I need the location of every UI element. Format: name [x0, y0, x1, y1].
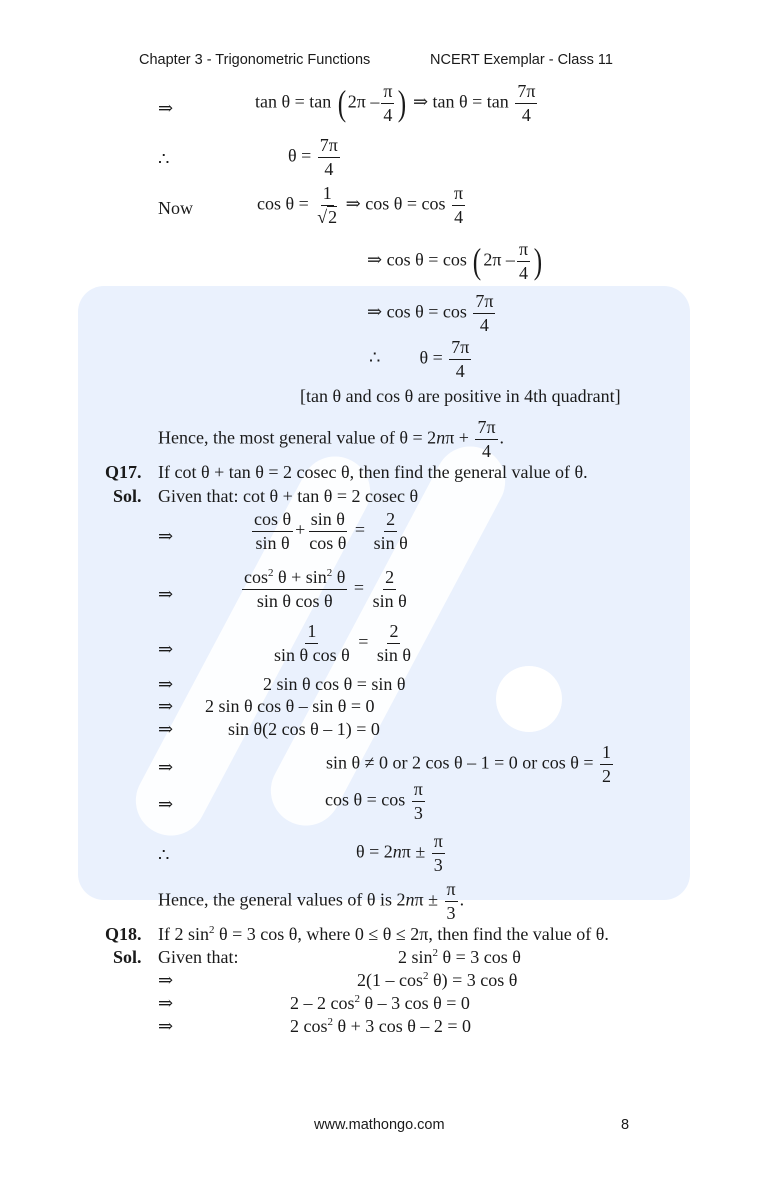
denominator: 4	[479, 314, 489, 335]
denominator: 2	[602, 765, 612, 786]
eq-text: θ =	[419, 347, 443, 368]
fraction	[412, 780, 425, 823]
fraction	[600, 743, 613, 786]
denominator: 4	[518, 262, 528, 283]
fraction	[381, 82, 394, 125]
var-n: n	[405, 889, 415, 910]
numerator: π	[412, 780, 425, 802]
implies-symbol: ⇒	[158, 584, 174, 604]
fraction	[452, 184, 465, 227]
numerator: sin θ	[309, 510, 347, 532]
numerator: π	[432, 832, 445, 854]
eq-text: If 2 sin	[158, 924, 209, 944]
q17-step2	[240, 568, 411, 611]
numerator: 7π	[318, 136, 340, 158]
denominator: 4	[455, 360, 465, 381]
eq-text: 2 sin	[398, 947, 433, 967]
eq-text: θ = 2	[356, 841, 393, 862]
eq-text: 2π –	[347, 91, 380, 112]
eq-text: 2(1 – cos	[357, 970, 423, 990]
therefore-symbol: ∴	[158, 845, 170, 865]
denominator: sin θ	[373, 532, 408, 553]
numerator: π	[452, 184, 465, 206]
numerator: 2	[383, 568, 396, 590]
q18-step4	[290, 1017, 471, 1035]
implies-symbol: ⇒	[158, 794, 174, 814]
equation-tan-line	[255, 82, 539, 125]
fraction	[432, 832, 445, 875]
fraction	[242, 568, 347, 611]
eq-text: cos	[244, 567, 268, 587]
var-n: n	[392, 841, 402, 862]
question-18-text	[158, 925, 609, 943]
denominator: sin θ	[255, 532, 290, 553]
implies-symbol: ⇒	[158, 674, 174, 694]
solution-18-given: Given that:	[158, 947, 239, 967]
numerator: π	[517, 240, 530, 262]
numerator: 7π	[515, 82, 537, 104]
denominator: 4	[383, 104, 393, 125]
eq-text: cos θ =	[257, 193, 309, 214]
equation-theta-line	[288, 136, 342, 179]
radicand: 2	[328, 206, 338, 227]
implies-symbol: ⇒	[158, 639, 174, 659]
equals: =	[353, 577, 365, 598]
equals: =	[358, 631, 369, 652]
eq-text: tan	[309, 91, 332, 112]
question-17-text: If cot θ + tan θ = 2 cosec θ, then find the general value of θ.	[158, 462, 588, 482]
fraction	[371, 568, 409, 611]
eq-text: θ =	[288, 145, 312, 166]
fraction	[307, 510, 348, 553]
equation-theta-result-line	[369, 338, 473, 381]
eq-text: π ±	[414, 889, 438, 910]
conclusion-text: Hence, the general values of θ is 2	[158, 889, 406, 910]
equation-cos-7pi-line	[367, 292, 497, 335]
watermark-dot	[496, 666, 562, 732]
implies-symbol: ⇒	[158, 526, 174, 546]
left-paren: (	[337, 83, 346, 124]
numerator: π	[381, 82, 394, 104]
fraction	[318, 136, 340, 179]
solution-18-label: Sol.	[113, 947, 142, 967]
numerator: 2	[387, 622, 400, 644]
therefore-symbol: ∴	[369, 347, 381, 368]
eq-text: θ) = 3 cos θ	[428, 970, 518, 990]
eq-text: ⇒ cos θ = cos	[367, 249, 467, 270]
denominator: sin θ cos θ	[256, 590, 333, 611]
q17-step1	[250, 510, 412, 553]
period: .	[459, 889, 465, 910]
fraction	[475, 418, 497, 461]
implies-symbol: ⇒	[158, 98, 174, 118]
implies-symbol: ⇒	[158, 1016, 174, 1036]
fraction	[449, 338, 471, 381]
numerator: 7π	[449, 338, 471, 360]
fraction	[517, 240, 530, 283]
therefore-symbol: ∴	[158, 149, 170, 169]
denominator: 3	[433, 854, 443, 875]
q18-step2	[357, 971, 517, 989]
numerator: 2	[384, 510, 397, 532]
implies-symbol: ⇒	[158, 696, 174, 716]
denominator: 4	[481, 440, 491, 461]
exponent: 2	[354, 993, 360, 1005]
denominator: sin θ	[376, 644, 412, 665]
numerator: 1	[305, 622, 318, 644]
denominator: cos θ	[309, 532, 347, 553]
question-17-label: Q17.	[105, 462, 142, 482]
denominator: 4	[324, 158, 334, 179]
conclusion-text: Hence, the most general value of θ = 2	[158, 427, 437, 448]
fraction	[315, 184, 339, 227]
chapter-title: Chapter 3 - Trigonometric Functions	[139, 52, 371, 68]
q18-step3	[290, 994, 470, 1012]
denominator: 3	[413, 802, 423, 823]
fraction	[375, 622, 413, 665]
denominator: 4	[521, 104, 531, 125]
q17-step9	[356, 832, 447, 875]
exponent: 2	[327, 1016, 333, 1028]
plus: +	[295, 519, 306, 540]
eq-text: tan θ =	[255, 91, 305, 112]
denominator: 4	[454, 206, 464, 227]
fraction	[272, 622, 352, 665]
q18-step1	[398, 948, 521, 966]
page-number: 8	[621, 1117, 630, 1133]
denominator: 3	[446, 902, 456, 923]
eq-text: cos θ = cos	[325, 789, 406, 810]
numerator: 1	[321, 184, 334, 206]
eq-text: θ	[332, 567, 346, 587]
right-paren: )	[398, 83, 407, 124]
exponent: 2	[268, 567, 274, 579]
numerator: 7π	[475, 418, 497, 440]
numerator: 1	[600, 743, 613, 765]
q17-step6: sin θ(2 cos θ – 1) = 0	[228, 719, 380, 739]
eq-text: θ = 3 cos θ	[438, 947, 521, 967]
exponent: 2	[432, 947, 439, 959]
solution-17-given: Given that: cot θ + tan θ = 2 cosec θ	[158, 486, 419, 506]
fraction	[445, 880, 458, 923]
now-label: Now	[158, 198, 193, 218]
implies-symbol: ⇒	[158, 757, 174, 777]
sqrt-symbol: √	[317, 206, 328, 227]
eq-text: 2π –	[483, 249, 515, 270]
numerator: 7π	[473, 292, 495, 314]
q17-step8	[325, 780, 427, 823]
footer-website-link[interactable]: www.mathongo.com	[314, 1117, 445, 1133]
eq-text: tan θ = tan	[432, 91, 509, 112]
equation-cos-line	[257, 184, 467, 227]
solution-17-label: Sol.	[113, 486, 142, 506]
numerator: π	[445, 880, 458, 902]
quadrant-note: [tan θ and cos θ are positive in 4th quadrant]	[300, 386, 621, 406]
implies-symbol: ⇒	[158, 970, 174, 990]
q17-step4: 2 sin θ cos θ = sin θ	[263, 674, 406, 694]
implies-symbol: ⇒	[158, 993, 174, 1013]
period: .	[499, 427, 505, 448]
eq-text: sin θ ≠ 0 or 2 cos θ – 1 = 0 or cos θ =	[326, 752, 594, 773]
q17-conclusion	[158, 880, 464, 923]
book-title: NCERT Exemplar - Class 11	[430, 52, 613, 68]
q17-step3	[270, 622, 415, 665]
eq-text: θ + 3 cos θ – 2 = 0	[333, 1016, 472, 1036]
equation-cos-2pi-line	[367, 240, 544, 283]
eq-text: π ±	[401, 841, 426, 862]
question-18-label: Q18.	[105, 924, 142, 944]
var-n: n	[436, 427, 446, 448]
fraction	[372, 510, 410, 553]
general-value-conclusion	[158, 418, 504, 461]
fraction	[473, 292, 495, 335]
eq-text: 2 cos	[290, 1016, 328, 1036]
exponent: 2	[326, 567, 333, 579]
exponent: 2	[209, 924, 215, 936]
implies-symbol: ⇒	[158, 719, 174, 739]
implies-symbol: ⇒	[412, 91, 429, 112]
eq-text: θ = 3 cos θ, where 0 ≤ θ ≤ 2π, then find the value of θ.	[214, 924, 609, 944]
fraction	[252, 510, 293, 553]
equals: =	[354, 519, 366, 540]
left-paren: (	[473, 241, 482, 282]
eq-text: ⇒ cos θ = cos	[367, 301, 467, 322]
right-paren: )	[533, 241, 543, 282]
numerator	[242, 568, 347, 590]
denominator: sin θ cos θ	[274, 644, 350, 665]
eq-text: θ – 3 cos θ = 0	[360, 993, 470, 1013]
denominator: sin θ	[372, 590, 407, 611]
denominator	[315, 206, 339, 227]
exponent: 2	[423, 970, 429, 982]
eq-text: 2 – 2 cos	[290, 993, 355, 1013]
q17-step5: 2 sin θ cos θ – sin θ = 0	[205, 696, 375, 716]
eq-text: ⇒ cos θ = cos	[345, 193, 446, 214]
eq-text: θ + sin	[273, 567, 327, 587]
eq-text: π +	[445, 427, 469, 448]
numerator: cos θ	[252, 510, 293, 532]
fraction	[515, 82, 537, 125]
